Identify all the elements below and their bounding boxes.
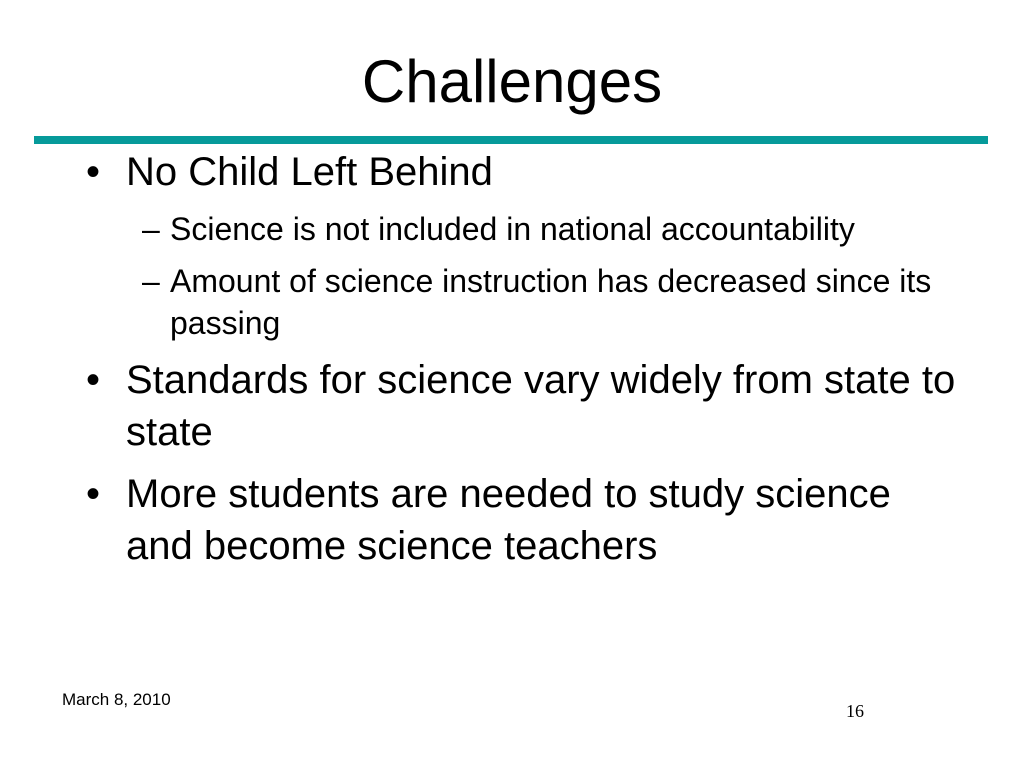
bullet-icon: • <box>86 472 101 516</box>
slide-title: Challenges <box>361 48 663 115</box>
sub-bullet-item <box>86 208 966 250</box>
bullet-icon: • <box>86 150 101 194</box>
bullet-text: Standards for science vary widely from state to state <box>126 358 956 454</box>
bullet-item <box>86 146 966 198</box>
sub-bullet-text: Science is not included in national accountability <box>170 211 855 247</box>
sub-bullet-text: Amount of science instruction has decreased since its passing <box>170 263 932 341</box>
slide-content <box>86 146 966 572</box>
page-number: 16 <box>846 701 864 721</box>
title-divider-rule <box>34 136 988 144</box>
bullet-text: More students are needed to study science and become science teachers <box>126 472 891 568</box>
bullet-item <box>86 468 966 572</box>
bullet-text: No Child Left Behind <box>126 150 493 194</box>
bullet-icon: • <box>86 358 101 402</box>
bullet-item <box>86 354 966 458</box>
sub-bullet-item <box>86 260 966 344</box>
footer-date: March 8, 2010 <box>62 690 171 709</box>
dash-icon: – <box>142 211 160 247</box>
dash-icon: – <box>142 263 160 299</box>
